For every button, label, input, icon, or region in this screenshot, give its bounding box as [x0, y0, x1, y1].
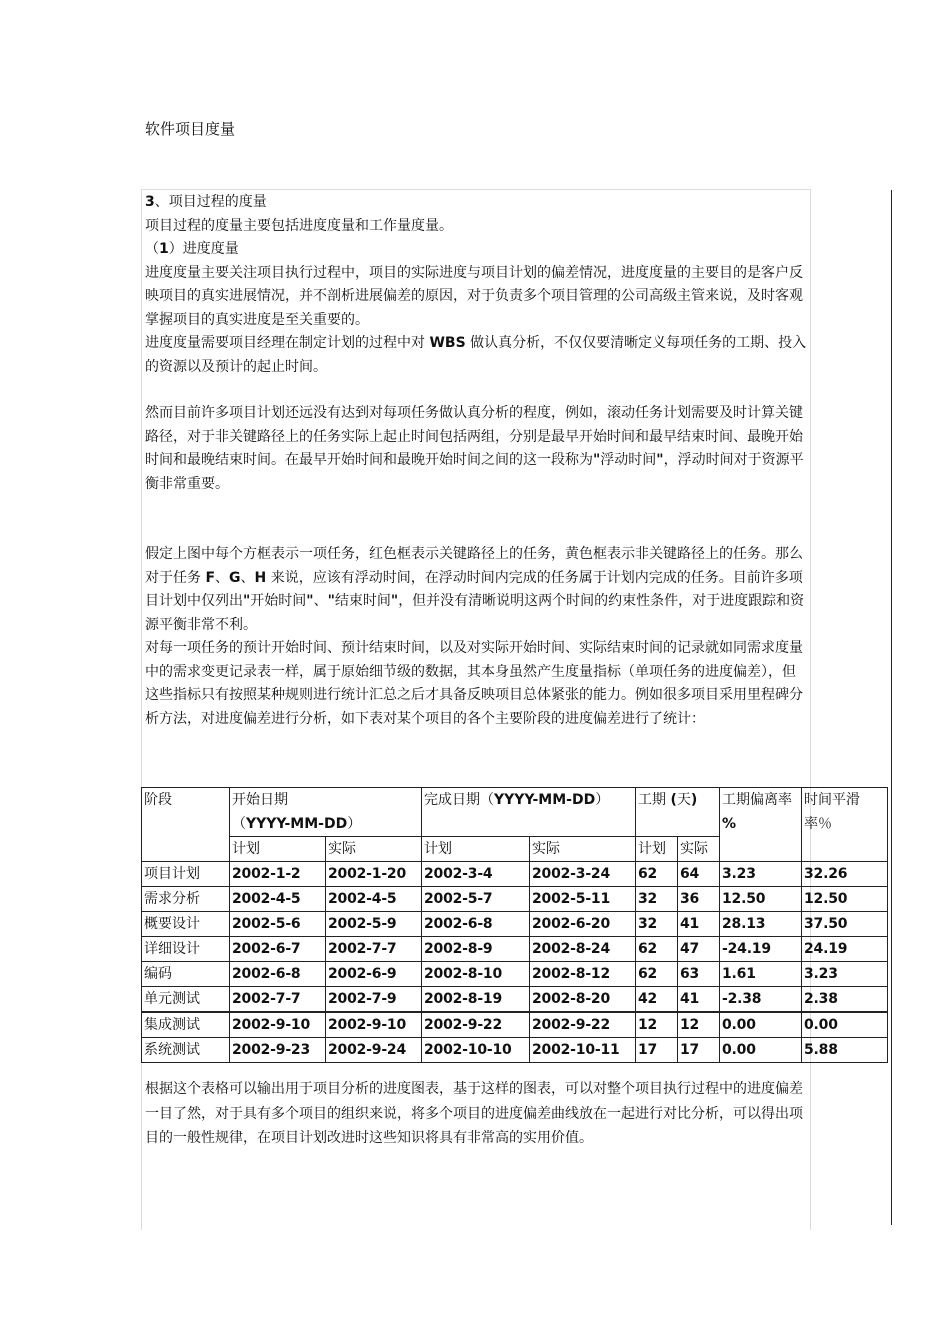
- cell-s-act: 2002-5-9: [326, 912, 422, 937]
- header-duration-deviation: 工期偏离率 %: [720, 788, 802, 862]
- cell-e-act: 2002-6-20: [530, 912, 636, 937]
- table-row: [142, 912, 888, 937]
- cell-d-plan: 42: [636, 987, 678, 1013]
- cell-dev: -2.38: [720, 987, 802, 1013]
- cell-s-plan: 2002-5-6: [230, 912, 326, 937]
- subheader-dur-actual: 实际: [678, 837, 720, 862]
- cell-s-act: 2002-7-9: [326, 987, 422, 1013]
- cell-dev: -24.19: [720, 937, 802, 962]
- paragraph-5: 对每一项任务的预计开始时间、预计结束时间，以及对实际开始时间、实际结束时间的记录就如同需求度量中的需求变更记录表一样，属于原始细节级的数据，其本身虽然产生度量指标（单项任务的进度偏差），但这些指标只有按照某种规则进行统计汇总之后才具备反映项目总体紧张的能力。例如很多项目采用里程碑分析方法，对进度偏差进行分析，如下表对某个项目的各个主要阶段的进度偏差进行了统计：: [145, 640, 803, 727]
- cell-e-plan: 2002-5-7: [422, 887, 530, 912]
- cell-s-plan: 2002-4-5: [230, 887, 326, 912]
- cell-e-plan: 2002-8-9: [422, 937, 530, 962]
- document-title: 软件项目度量: [145, 120, 236, 138]
- cell-stage: 概要设计: [142, 912, 230, 937]
- table-row: [142, 887, 888, 912]
- paragraph-4: 假定上图中每个方框表示一项任务，红色框表示关键路径上的任务，黄色框表示非关键路径上的任务。那么对于任务 F、G、H 来说，应该有浮动时间，在浮动时间内完成的任务属于计划内完成的任务。目前许多项目计划中仅列出"开始时间"、"结束时间"，但并没有清晰说明这两个时间的约束性条件，对于进度跟踪和资源平衡非常不利。: [145, 546, 805, 633]
- cell-d-plan: 62: [636, 862, 678, 887]
- cell-e-act: 2002-8-20: [530, 987, 636, 1013]
- table-row: [142, 937, 888, 962]
- paragraph-3: 然而目前许多项目计划还远没有达到对每项任务做认真分析的程度，例如，滚动任务计划需要及时计算关键路径，对于非关键路径上的任务实际上起止时间包括两组，分别是最早开始时间和最早结束时间、最晚开始时间和最晚结束时间。在最早开始时间和最晚开始时间之间的这一段称为"浮动时间"，浮动时间对于资源平衡非常重要。: [145, 405, 804, 492]
- cell-d-act: 36: [678, 887, 720, 912]
- header-time-smoothing: 时间平滑率％: [802, 788, 888, 862]
- cell-s-plan: 2002-9-10: [230, 1012, 326, 1038]
- paragraph-6: 根据这个表格可以输出用于项目分析的进度图表，基于这样的图表，可以对整个项目执行过程中的进度偏差一目了然，对于具有多个项目的组织来说，将多个项目的进度偏差曲线放在一起进行对比分析，可以得出项目的一般性规律，在项目计划改进时这些知识将具有非常高的实用价值。: [145, 1081, 803, 1146]
- cell-e-plan: 2002-10-10: [422, 1038, 530, 1063]
- table-row: [142, 1038, 888, 1063]
- cell-d-act: 17: [678, 1038, 720, 1063]
- cell-s-act: 2002-4-5: [326, 887, 422, 912]
- cell-d-act: 12: [678, 1012, 720, 1038]
- cell-stage: 详细设计: [142, 937, 230, 962]
- cell-dev: 28.13: [720, 912, 802, 937]
- cell-d-plan: 62: [636, 937, 678, 962]
- table-row: [142, 862, 888, 887]
- cell-s-act: 2002-1-20: [326, 862, 422, 887]
- cell-e-plan: 2002-3-4: [422, 862, 530, 887]
- cell-s-plan: 2002-6-7: [230, 937, 326, 962]
- cell-d-plan: 32: [636, 912, 678, 937]
- cell-d-act: 64: [678, 862, 720, 887]
- cell-e-act: 2002-8-12: [530, 962, 636, 987]
- cell-e-act: 2002-3-24: [530, 862, 636, 887]
- cell-d-plan: 62: [636, 962, 678, 987]
- section-body: [145, 191, 807, 731]
- cell-d-plan: 12: [636, 1012, 678, 1038]
- cell-smooth: 32.26: [802, 862, 888, 887]
- cell-s-act: 2002-7-7: [326, 937, 422, 962]
- cell-e-act: 2002-8-24: [530, 937, 636, 962]
- cell-s-plan: 2002-6-8: [230, 962, 326, 987]
- cell-stage: 项目计划: [142, 862, 230, 887]
- cell-smooth: 2.38: [802, 987, 888, 1013]
- header-stage: 阶段: [142, 788, 230, 862]
- cell-dev: 12.50: [720, 887, 802, 912]
- cell-d-act: 41: [678, 987, 720, 1013]
- cell-s-act: 2002-9-24: [326, 1038, 422, 1063]
- cell-dev: 0.00: [720, 1038, 802, 1063]
- cell-dev: 0.00: [720, 1012, 802, 1038]
- paragraph-1: 进度度量主要关注项目执行过程中，项目的实际进度与项目计划的偏差情况，进度度量的主要目的是客户反映项目的真实进展情况，并不剖析进展偏差的原因，对于负责多个项目管理的公司高级主管来说，及时客观掌握项目的真实进度是至关重要的。: [145, 264, 803, 328]
- closing-paragraph-block: [145, 1077, 807, 1151]
- cell-stage: 单元测试: [142, 987, 230, 1013]
- cell-d-plan: 32: [636, 887, 678, 912]
- table-row: [142, 987, 888, 1013]
- cell-smooth: 3.23: [802, 962, 888, 987]
- cell-dev: 1.61: [720, 962, 802, 987]
- cell-smooth: 0.00: [802, 1012, 888, 1038]
- cell-d-act: 63: [678, 962, 720, 987]
- cell-dev: 3.23: [720, 862, 802, 887]
- right-rule: [891, 190, 892, 1225]
- cell-stage: 集成测试: [142, 1012, 230, 1038]
- cell-e-plan: 2002-8-10: [422, 962, 530, 987]
- table-row: [142, 962, 888, 987]
- subheader-end-actual: 实际: [530, 837, 636, 862]
- cell-e-plan: 2002-8-19: [422, 987, 530, 1013]
- paragraph-2: 进度度量需要项目经理在制定计划的过程中对 WBS 做认真分析，不仅仅要清晰定义每项任务的工期、投入的资源以及预计的起止时间。: [145, 335, 807, 375]
- cell-smooth: 5.88: [802, 1038, 888, 1063]
- cell-e-act: 2002-5-11: [530, 887, 636, 912]
- section-intro: 项目过程的度量主要包括进度度量和工作量度量。: [145, 217, 453, 234]
- schedule-deviation-table: [141, 787, 888, 1063]
- cell-e-act: 2002-9-22: [530, 1012, 636, 1038]
- subsection-heading: （1）进度度量: [145, 241, 239, 257]
- cell-smooth: 24.19: [802, 937, 888, 962]
- cell-stage: 编码: [142, 962, 230, 987]
- subheader-start-actual: 实际: [326, 837, 422, 862]
- cell-e-act: 2002-10-11: [530, 1038, 636, 1063]
- cell-d-plan: 17: [636, 1038, 678, 1063]
- cell-e-plan: 2002-6-8: [422, 912, 530, 937]
- table-row: [142, 1012, 888, 1038]
- cell-smooth: 12.50: [802, 887, 888, 912]
- cell-s-act: 2002-9-10: [326, 1012, 422, 1038]
- section-heading: 3、项目过程的度量: [145, 194, 267, 210]
- subheader-dur-plan: 计划: [636, 837, 678, 862]
- subheader-end-plan: 计划: [422, 837, 530, 862]
- header-duration: 工期 (天): [636, 788, 720, 837]
- cell-d-act: 47: [678, 937, 720, 962]
- cell-s-act: 2002-6-9: [326, 962, 422, 987]
- cell-d-act: 41: [678, 912, 720, 937]
- header-start-date: 开始日期 （YYYY-MM-DD）: [230, 788, 422, 837]
- table-header-row: [142, 788, 888, 837]
- cell-e-plan: 2002-9-22: [422, 1012, 530, 1038]
- cell-s-plan: 2002-9-23: [230, 1038, 326, 1063]
- cell-s-plan: 2002-1-2: [230, 862, 326, 887]
- cell-stage: 系统测试: [142, 1038, 230, 1063]
- cell-smooth: 37.50: [802, 912, 888, 937]
- subheader-start-plan: 计划: [230, 837, 326, 862]
- table-body: [142, 862, 888, 1063]
- cell-stage: 需求分析: [142, 887, 230, 912]
- cell-s-plan: 2002-7-7: [230, 987, 326, 1013]
- header-end-date: 完成日期（YYYY-MM-DD）: [422, 788, 636, 837]
